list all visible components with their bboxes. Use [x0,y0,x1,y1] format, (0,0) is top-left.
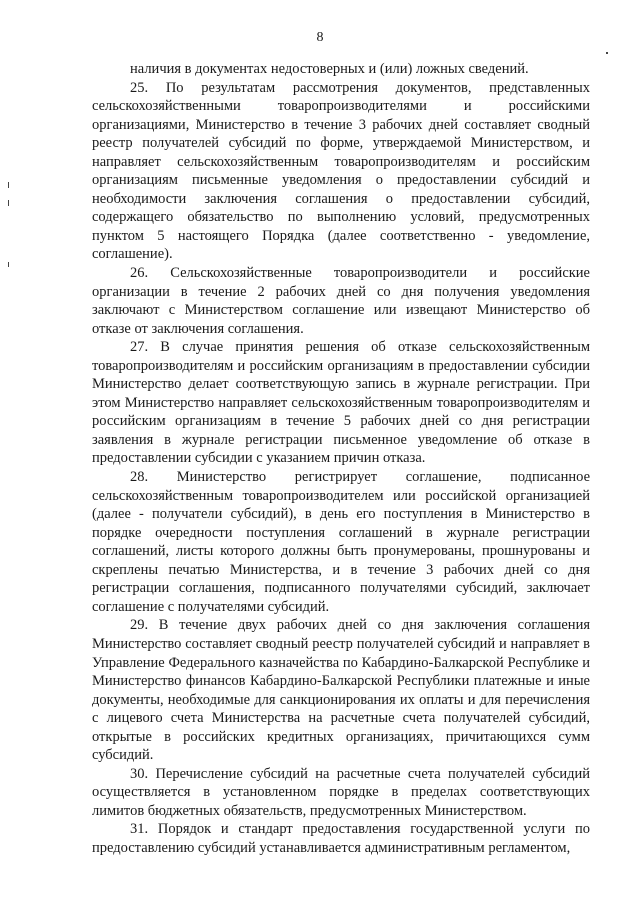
page-number: 8 [316,30,324,45]
paragraph-26: 26. Сельскохозяйственные товаропроизводители и российские организации в течение 2 рабочих дней со дня получения уведомления заключают с Министерством соглашение или извещают Министерство об отказе от заключения соглашения. [92,265,590,337]
paragraph-29: 29. В течение двух рабочих дней со дня заключения соглашения Министерство составляет сводный реестр получателей субсидий и направляет в Управление Федерального казначейства по Кабардино-Балкарской Республике и Министерство финансов Кабардино-Балкарской Республики платежные и иные документы, необходимые для санкционирования их оплаты и для перечисления с лицевого счета Министерства на расчетные счета получателей субсидий, открытые в российских кредитных организациях, причитающихся сумм субсидий. [92,617,590,764]
paragraph-25: 25. По результатам рассмотрения документов, представленных сельскохозяйственными товаропроизводителями и российскими организациями, Министерство в течение 3 рабочих дней составляет сводный реестр получателей субсидий по форме, утверждаемой Министерством, и направляет сельскохозяйственным товаропроизводителям и российским организациям письменные уведомления о предоставлении субсидий и необходимости заключения соглашения о предоставлении субсидий, содержащего обязательство по выполнению условий, предусмотренных пунктом 5 настоящего Порядка (далее соответственно - уведомление, соглашение). [92,79,590,263]
paragraph-27: 27. В случае принятия решения об отказе сельскохозяйственным товаропроизводителям и российским организациям в предоставлении субсидии Министерство делает соответствующую запись в журнале регистрации. При этом Министерство направляет сельскохозяйственным товаропроизводителям и российским организациям в течение 5 рабочих дней со дня регистрации заявления в журнале регистрации письменное уведомление об отказе в предоставлении субсидии с указанием причин отказа. [92,339,590,467]
scan-mark-left-3 [8,262,9,267]
paragraph-continuation: наличия в документах недостоверных и (или) ложных сведений. [130,61,529,77]
scan-mark-left-1 [8,182,9,188]
document-body [92,60,590,858]
paragraph-30: 30. Перечисление субсидий на расчетные счета получателей субсидий осуществляется в установленном порядке в пределах соответствующих лимитов бюджетных обязательств, предусмотренных Министерством. [92,765,590,819]
scan-mark-left-2 [8,200,9,206]
scan-mark-right [606,52,608,54]
paragraph-31: 31. Порядок и стандарт предоставления государственной услуги по предоставлению субсидий устанавливается административным регламентом, [92,821,590,856]
paragraph-28: 28. Министерство регистрирует соглашение, подписанное сельскохозяйственным товаропроизводителем или российской организацией (далее - получатели субсидий), в день его поступления в Министерство в порядке очередности поступления соглашений в журнале регистрации соглашений, листы которого должны быть пронумерованы, прошнурованы и скреплены печатью Министерства, и в течение 3 рабочих дней со дня регистрации соглашения, подписанного получателями субсидий, заключает соглашение с получателями субсидий. [92,469,590,615]
